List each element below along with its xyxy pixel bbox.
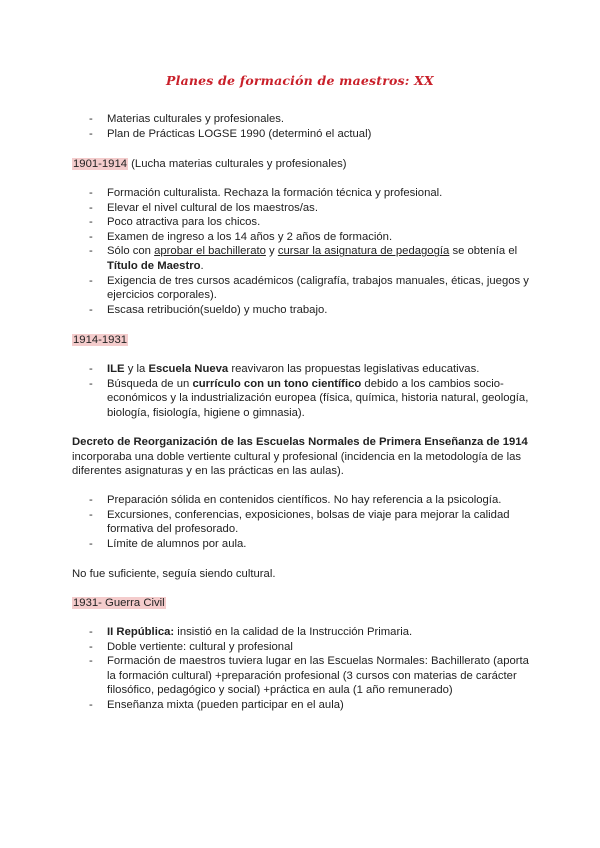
section-1931-heading (72, 596, 532, 611)
section-date-highlight: 1914-1931 (73, 334, 128, 346)
list-item: - Examen de ingreso a los 14 años y 2 años de formación. (72, 230, 532, 245)
page-title: Planes de formación de maestros: XX (166, 73, 434, 88)
list-item: - Escasa retribución(sueldo) y mucho trabajo. (72, 303, 532, 318)
list-item: - Enseñanza mixta (pueden participar en el aula) (72, 698, 532, 713)
section-1901-1914-heading (72, 157, 532, 172)
decree-list (72, 493, 532, 551)
intro-section (72, 112, 532, 141)
list-item: - Sólo con aprobar el bachillerato y cursar la asignatura de pedagogía se obtenía el Título de Maestro. (72, 244, 532, 273)
section-1914-1931-heading (72, 333, 532, 348)
list-item: - Formación culturalista. Rechaza la formación técnica y profesional. (72, 186, 532, 201)
list-item: - Formación de maestros tuviera lugar en las Escuelas Normales: Bachillerato (aporta la formación cultural) +preparación profesional (3 cursos con materias de carácter filosófico, pedagógico y social) +práctica en aula (1 año remunerado) (72, 654, 532, 698)
list-item: - Excursiones, conferencias, exposiciones, bolsas de viaje para mejorar la calidad formativa del profesorado. (72, 508, 532, 537)
list-item: - Elevar el nivel cultural de los maestros/as. (72, 201, 532, 216)
section-date-highlight: 1901-1914 (73, 158, 128, 170)
bold-text: Título de Maestro (107, 259, 201, 272)
list-item: - Búsqueda de un currículo con un tono científico debido a los cambios socio-económicos y la industrialización europea (física, química, historia natural, geología, biología, fisiología, higiene o gimnasia). (72, 377, 532, 421)
list-item: - Exigencia de tres cursos académicos (caligrafía, trabajos manuales, éticas, juegos y ejercicios corporales). (72, 274, 532, 303)
intro-list (72, 112, 532, 141)
section-1901-1914-list (72, 186, 532, 317)
list-item: - Límite de alumnos por aula. (72, 537, 532, 552)
list-item: - Doble vertiente: cultural y profesional (72, 640, 532, 655)
underlined-text: cursar la asignatura de pedagogía (277, 245, 450, 258)
underlined-text: aprobar el bachillerato (154, 245, 266, 258)
section-date-highlight: 1931- Guerra Civil (73, 597, 165, 609)
list-item: - Plan de Prácticas LOGSE 1990 (determinó el actual) (72, 127, 532, 142)
section-subtitle: (Lucha materias culturales y profesionales) (128, 158, 347, 170)
list-item: - II República: insistió en la calidad de la Instrucción Primaria. (72, 625, 532, 640)
decree-paragraph: Decreto de Reorganización de las Escuelas Normales de Primera Enseñanza de 1914 incorporaba una doble vertiente cultural y profesional (incidencia en la metodología de las diferentes asignaturas y en las prácticas en las aulas). (72, 436, 528, 478)
decree-title: Decreto de Reorganización de las Escuelas Normales de Primera Enseñanza de 1914 (72, 436, 528, 448)
list-item: - Poco atractiva para los chicos. (72, 215, 532, 230)
section-1931-list (72, 625, 532, 713)
list-item: - ILE y la Escuela Nueva reavivaron las propuestas legislativas educativas. (72, 362, 532, 377)
list-item: - Preparación sólida en contenidos científicos. No hay referencia a la psicología. (72, 493, 532, 508)
section-1914-1931-list (72, 362, 532, 420)
list-item: - Materias culturales y profesionales. (72, 112, 532, 127)
not-enough-paragraph: No fue suficiente, seguía siendo cultural. (72, 568, 276, 580)
